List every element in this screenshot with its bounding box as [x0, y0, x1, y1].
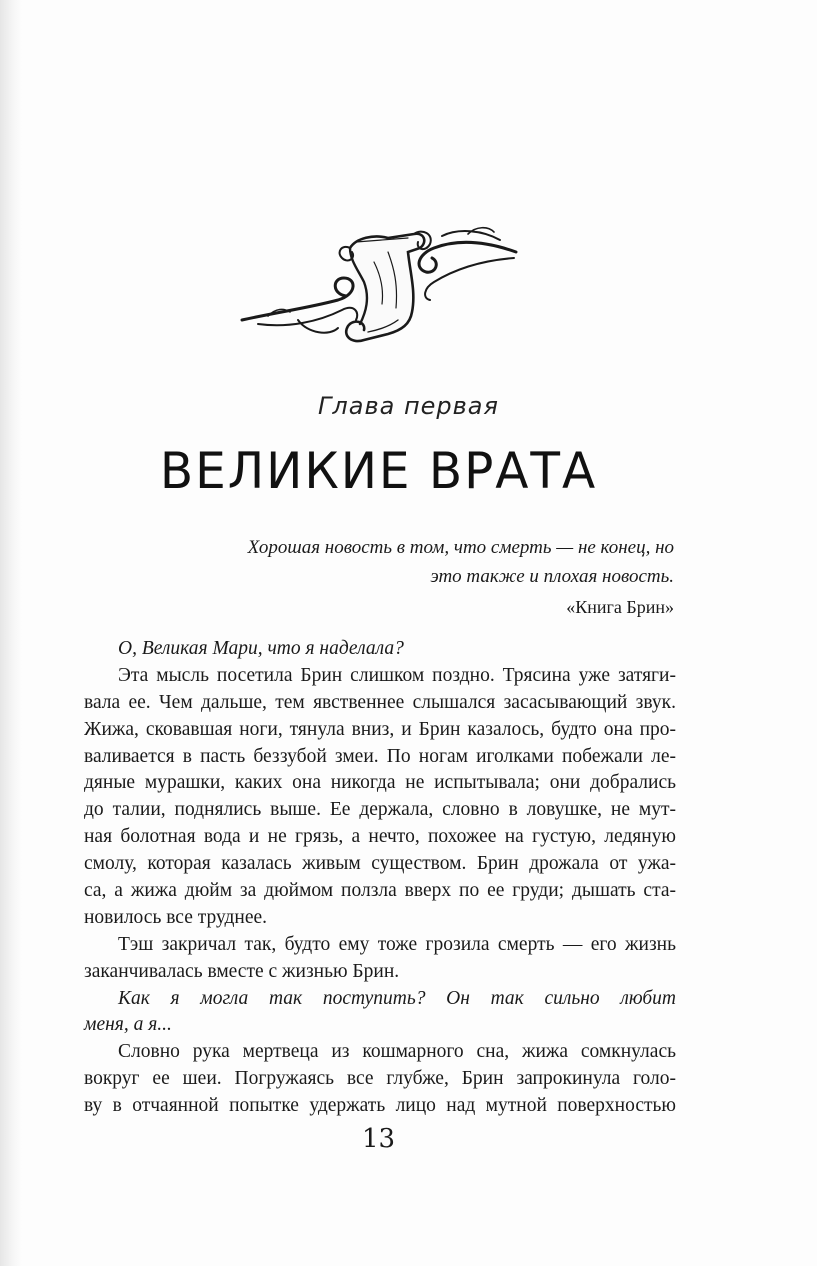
text-line: дяные мурашки, каких она никогда не испытывала; они добрались	[84, 772, 676, 794]
epigraph-source: «Книга Брин»	[566, 597, 674, 617]
scroll-with-flourishes-icon	[238, 212, 520, 362]
text-line: ву в отчаянной попытке удержать лицо над мутной поверхностью	[84, 1095, 676, 1117]
text-line: Как я могла так поступить? Он так сильно любит	[118, 987, 676, 1009]
epigraph	[194, 533, 674, 591]
body-text	[84, 636, 676, 1120]
text-line: заканчивалась вместе с жизнью Брин.	[84, 960, 400, 982]
text-line: вала ее. Чем дальше, тем явственнее слышался засасывающий звук.	[84, 691, 676, 713]
text-line: Эта мысль посетила Брин слишком поздно. Трясина уже затяги-	[118, 664, 676, 686]
text-line: вокруг ее шеи. Погружаясь все глубже, Брин запрокинула голо-	[84, 1068, 676, 1090]
page-number: 13	[361, 1124, 396, 1154]
chapter-label: Глава первая	[318, 392, 499, 420]
text-line: Словно рука мертвеца из кошмарного сна, жижа сомкнулась	[118, 1041, 676, 1063]
page-gutter-shadow	[0, 0, 22, 1266]
text-line: валивается в пасть беззубой змеи. По ногам иголками побежали ле-	[84, 745, 676, 767]
epigraph-line: Хорошая новость в том, что смерть — не конец, но	[247, 537, 674, 558]
text-line: ная болотная вода и не грязь, а нечто, похожее на густую, ледяную	[84, 826, 676, 848]
text-line: Жижа, сковавшая ноги, тянула вниз, и Брин казалось, будто она про-	[84, 718, 676, 740]
text-line: са, а жижа дюйм за дюймом ползла вверх по ее груди; дышать ста-	[84, 880, 676, 902]
text-line: О, Великая Мари, что я наделала?	[118, 638, 404, 659]
text-line: смолу, которая казалась живым существом. Брин дрожала от ужа-	[84, 853, 676, 875]
epigraph-line: это также и плохая новость.	[430, 566, 674, 587]
text-line: новилось все труднее.	[84, 906, 268, 928]
text-line: Тэш закричал так, будто ему тоже грозила смерть — его жизнь	[118, 933, 676, 955]
chapter-title: ВЕЛИКИЕ ВРАТА	[159, 442, 598, 500]
text-line: до талии, поднялись выше. Ее держала, словно в ловушке, не мут-	[84, 799, 676, 821]
text-line: меня, а я...	[84, 1014, 172, 1036]
